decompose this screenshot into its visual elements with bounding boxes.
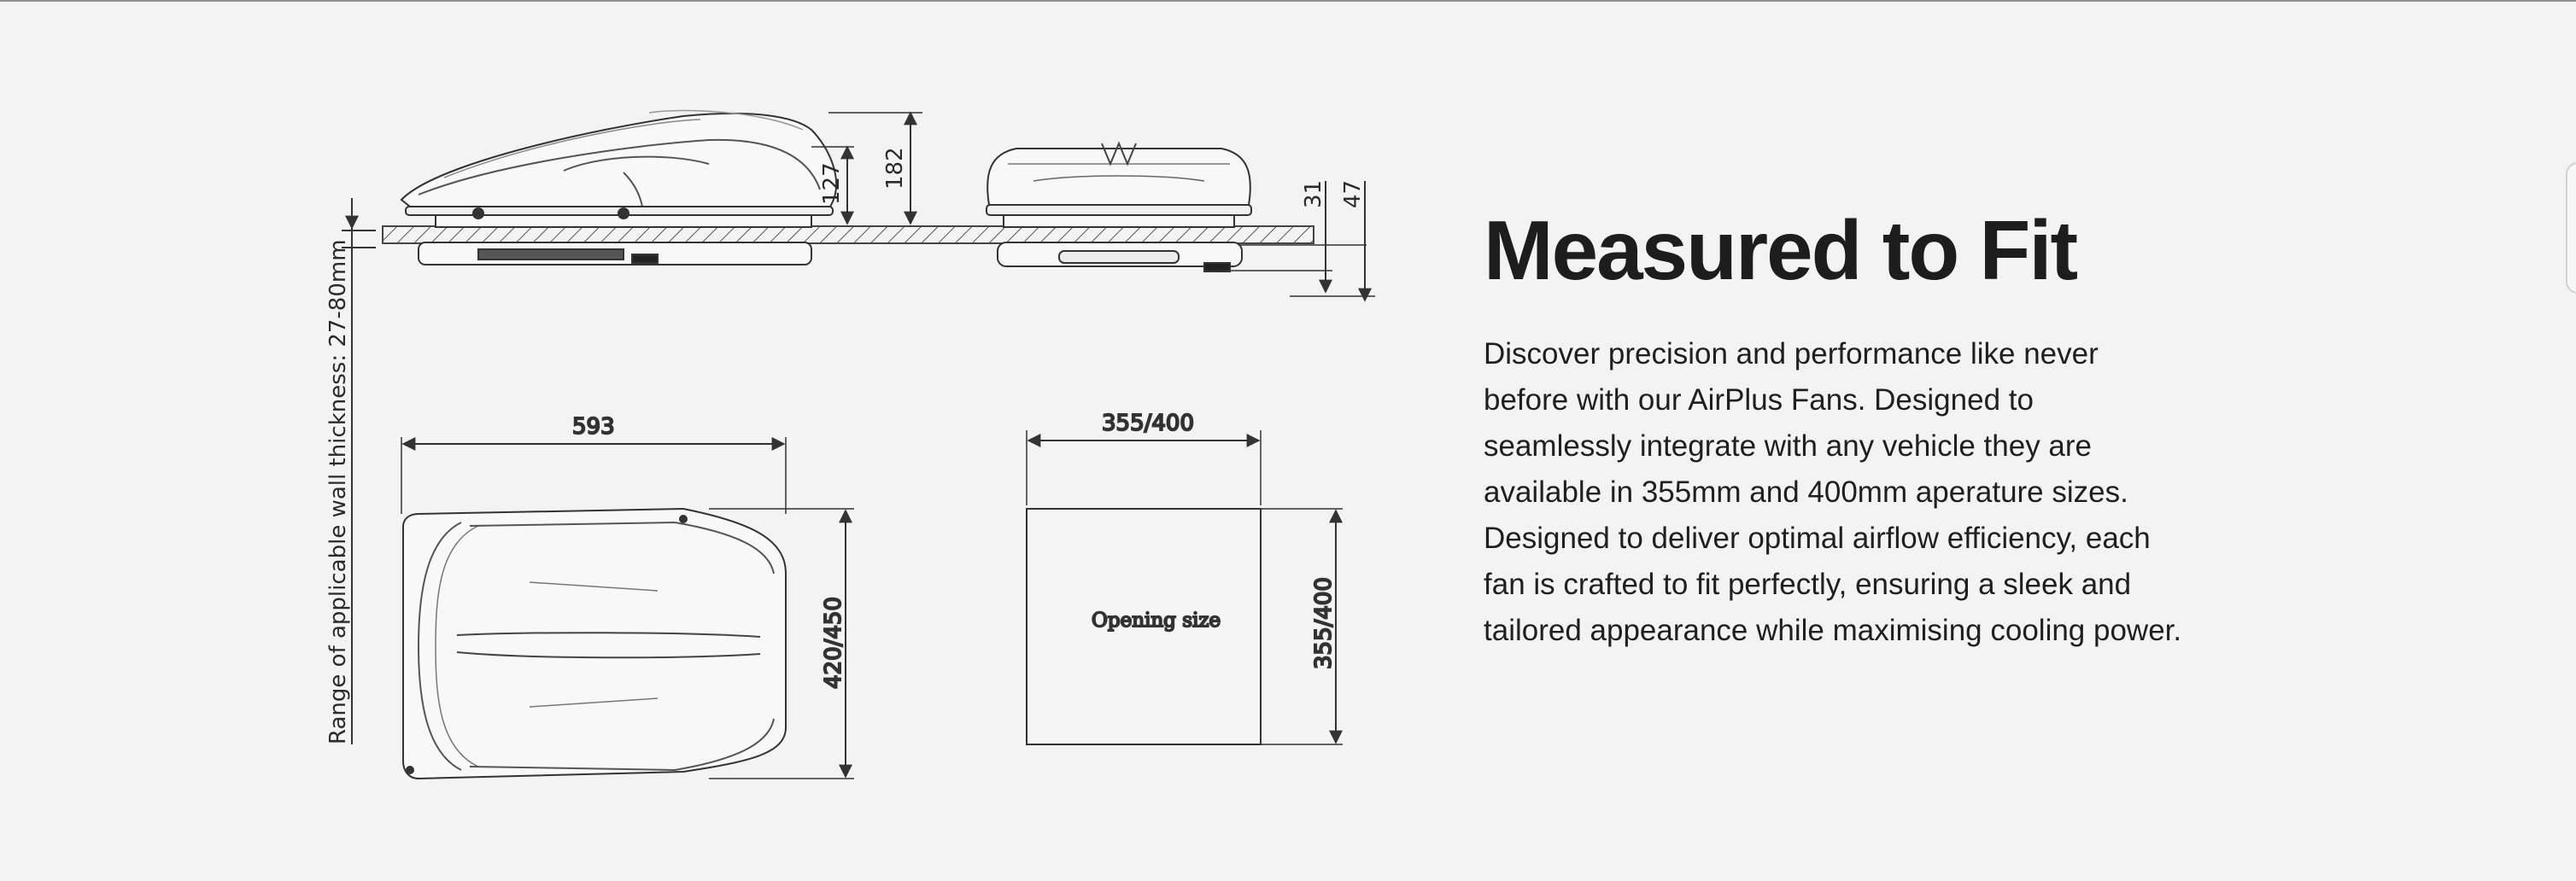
measured-to-fit-section: [1484, 200, 2184, 654]
opening-height-label: 355/400: [1311, 576, 1337, 669]
opening-width-label: 355/400: [1102, 411, 1195, 436]
roof-section-hatch: [383, 226, 1314, 243]
fan-dimensions-diagram: [307, 96, 1418, 796]
top-view-fan: [401, 414, 854, 779]
wall-thickness-label: Range of applicable wall thickness: 27-80mm: [325, 239, 351, 744]
opening-size-label: Opening size: [1092, 610, 1221, 632]
side-height-large-label: 182: [882, 147, 908, 190]
side-height-small-label: 127: [819, 162, 845, 205]
wall-thickness-dimension: [325, 198, 376, 744]
front-height-small-label: 31: [1301, 179, 1326, 208]
technical-drawing: [307, 96, 1418, 796]
top-depth-label: 420/450: [821, 596, 846, 689]
section-body: Discover precision and performance like never before with our AirPlus Fans. Designed to seamlessly integrate with any vehicle they are available in 355mm and 400mm aperature sizes. Designed to deliver optimal airflow efficiency, each fan is crafted to fit perfectly, ensuring a sleek and tailored appearance while maximising cooling power.: [1484, 337, 2182, 647]
opening-size-diagram: [1027, 411, 1343, 744]
top-width-label: 593: [572, 414, 615, 440]
section-heading: Measured to Fit: [1484, 203, 2077, 297]
front-height-large-label: 47: [1340, 179, 1366, 208]
side-scroll-tab[interactable]: [2566, 162, 2576, 294]
front-view-fan: [986, 143, 1251, 271]
